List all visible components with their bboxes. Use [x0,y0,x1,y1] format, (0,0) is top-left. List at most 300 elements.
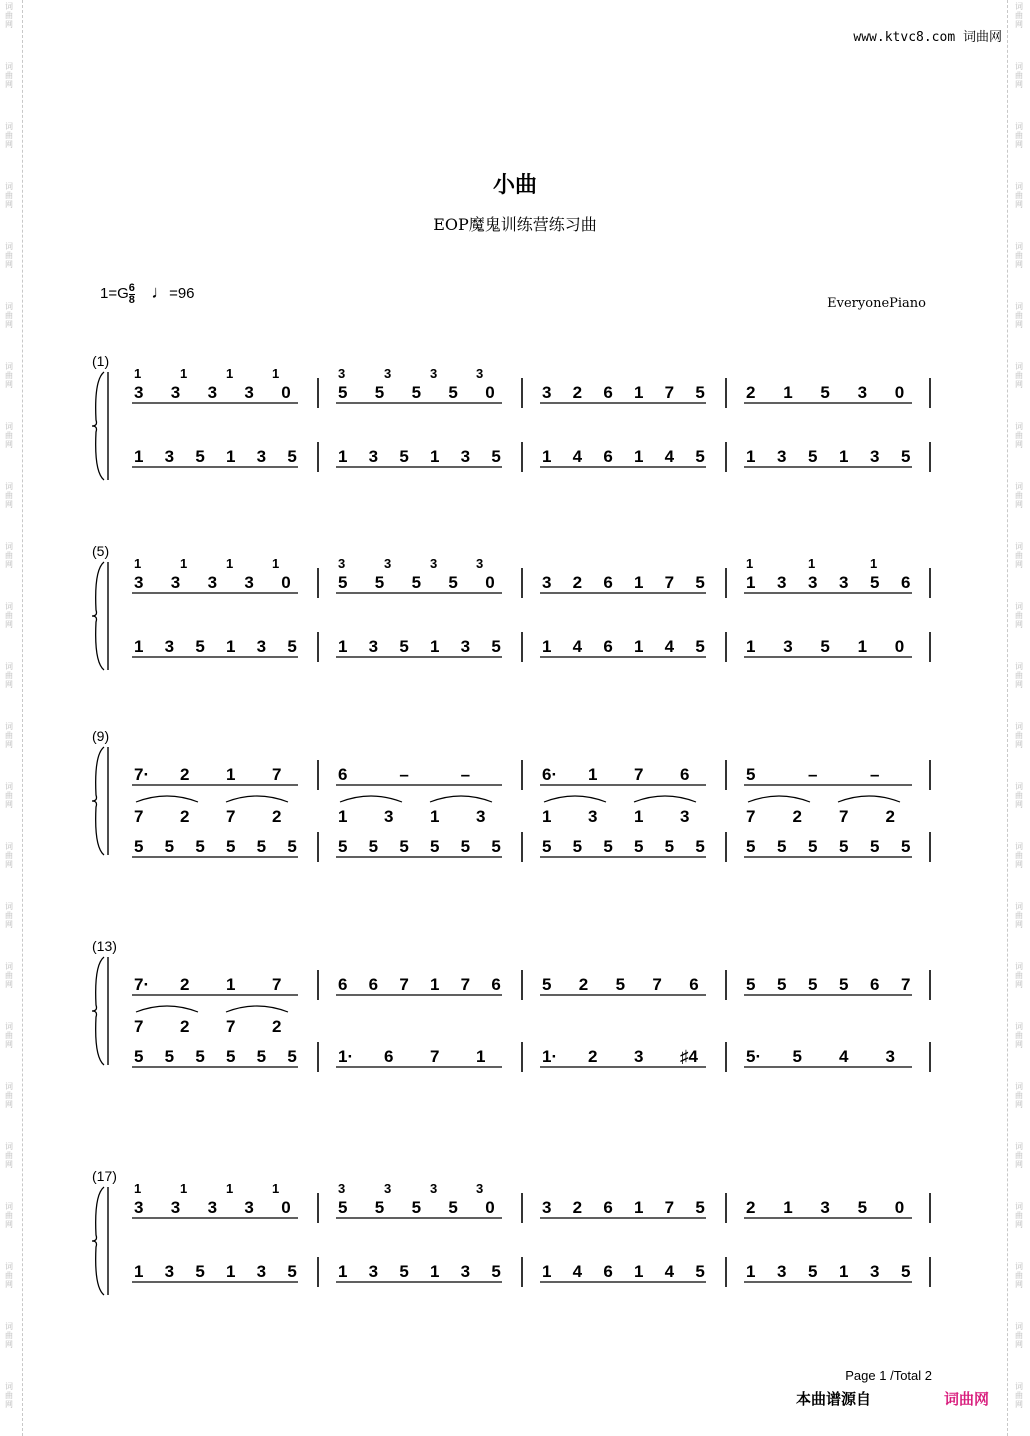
tie [838,796,900,802]
bass-note: 7 [430,1047,440,1066]
treble-note: 2 [180,975,190,994]
watermark-text: 词 曲 网 [1015,242,1023,269]
treble-note: 5 [695,383,705,402]
treble-note: 1 [226,975,236,994]
tie [226,796,288,802]
bass-note: 5 [695,1262,705,1281]
treble-note: 6 [603,1198,613,1217]
watermark-text: 词 曲 网 [5,662,13,689]
tie [136,796,198,802]
bass-note: 1 [839,1262,849,1281]
treble-note: 7 [664,383,675,402]
treble-upper-note: 1 [272,1181,280,1196]
measure-number: (9) [92,728,110,744]
quarter-note-icon: ♩ [151,282,170,302]
treble-note: 1 [634,383,644,402]
treble-note: 7 [634,765,644,784]
treble-upper-note: 1 [808,556,816,571]
bass-note: 3 [164,637,175,656]
bass-note: 5 [399,1262,409,1281]
treble-note: 1 [430,975,440,994]
treble-note: 2 [572,1198,583,1217]
treble-upper-note: 1 [134,1181,142,1196]
watermark-text: 词 曲 网 [5,242,13,269]
treble-note: 5 [820,383,830,402]
treble-note: 7 [399,975,409,994]
bass-note: 3 [885,1047,895,1066]
treble-note: 3 [207,383,218,402]
watermark-text: 词 曲 网 [5,602,13,629]
treble-note: – [399,765,409,784]
bass-note: 3 [164,447,175,466]
treble-upper-note: 3 [430,1181,438,1196]
watermark-text: 词 曲 网 [5,1022,13,1049]
bass-note: 6 [603,1262,613,1281]
bass-upper-note: 2 [272,1017,282,1036]
bass-note: 4 [664,447,675,466]
treble-note: 6 [603,383,613,402]
bass-note: 1· [338,1047,354,1066]
site-url[interactable]: www.ktvc8.com [853,30,956,45]
treble-note: 3 [777,573,787,592]
treble-note: 3 [839,573,849,592]
bass-note: 4 [664,637,675,656]
bass-note: 1 [430,447,440,466]
bass-note: 3 [368,1262,379,1281]
treble-note: 6 [603,573,613,592]
treble-upper-note: 3 [384,1181,392,1196]
watermark-text: 词 曲 网 [5,1382,13,1409]
watermark-text: 词 曲 网 [5,62,13,89]
bass-note: 1 [338,637,348,656]
treble-upper-note: 1 [180,1181,188,1196]
brace [92,747,104,855]
bass-note: 1 [746,637,756,656]
bass-note: 5 [870,837,880,856]
treble-note: 3 [207,1198,218,1217]
treble-note: 3 [542,573,552,592]
bass-upper-note: 3 [384,807,394,826]
bass-note: 0 [894,637,905,656]
tie [634,796,696,802]
treble-upper-note: 1 [746,556,754,571]
tie [136,1006,198,1012]
treble-note: 6 [491,975,501,994]
watermark-text: 词 曲 网 [1015,542,1023,569]
treble-note: 5 [746,765,756,784]
bass-note: 1 [226,447,236,466]
bass-note: 5 [695,447,705,466]
treble-note: 5 [374,383,385,402]
measure-number: (17) [92,1168,117,1184]
watermark-text: 词 曲 网 [5,962,13,989]
watermark-text: 词 曲 网 [1015,842,1023,869]
treble-note: 7 [901,975,911,994]
bass-upper-note: 1 [430,807,440,826]
bass-upper-note: 3 [680,807,690,826]
treble-note: 3 [820,1198,830,1217]
watermark-text: 词 曲 网 [1015,1262,1023,1289]
treble-upper-note: 1 [134,556,142,571]
bass-note: 5 [491,637,501,656]
treble-upper-note: 3 [476,556,484,571]
tie [430,796,492,802]
treble-note: 1 [226,765,236,784]
treble-note: 6 [870,975,880,994]
bass-note: 3 [870,1262,880,1281]
treble-note: 5 [695,573,705,592]
treble-note: 5 [411,383,422,402]
treble-note: 6· [542,765,558,784]
watermark-text: 词 曲 网 [5,842,13,869]
bass-note: 5 [542,837,552,856]
treble-note: 7 [272,765,282,784]
brace [92,957,104,1065]
bass-note: 1· [542,1047,558,1066]
bass-note: 3 [368,447,379,466]
watermark-text: 词 曲 网 [1015,362,1023,389]
treble-upper-note: 1 [226,556,234,571]
bass-upper-note: 7 [226,807,236,826]
treble-note: 2 [180,765,190,784]
bass-upper-note: 7 [134,1017,144,1036]
bass-note: 2 [588,1047,598,1066]
treble-note: 6 [901,573,911,592]
treble-note: 3 [170,383,181,402]
bass-note: 5 [164,837,175,856]
bass-note: 5 [572,837,583,856]
bass-note: 5 [839,837,849,856]
treble-note: 5 [870,573,880,592]
bass-note: 5 [195,637,205,656]
treble-note: 0 [894,383,905,402]
watermark-text: 词 曲 网 [1015,962,1023,989]
bass-note: 5 [777,837,787,856]
watermark-text: 词 曲 网 [1015,2,1023,29]
bass-note: 5 [901,447,911,466]
bass-note: 1 [634,637,644,656]
treble-note: 5 [695,1198,705,1217]
bass-note: 5 [664,837,675,856]
measure-number: (1) [92,353,110,369]
bass-note: 1 [542,637,552,656]
treble-upper-note: 3 [476,1181,484,1196]
bass-note: 4 [572,447,583,466]
bass-upper-note: 2 [180,1017,190,1036]
treble-note: 2 [746,383,756,402]
page-indicator: Page 1 /Total 2 [845,1368,932,1383]
treble-note: 0 [485,1198,495,1217]
treble-note: 5 [338,573,348,592]
bass-upper-note: 1 [338,807,348,826]
treble-note: 6 [680,765,690,784]
treble-note: 1 [746,573,756,592]
bass-note: 5 [256,837,267,856]
bass-note: 3 [460,637,471,656]
bass-note: 5 [460,837,471,856]
treble-note: 0 [485,573,495,592]
bass-note: 1 [338,1262,348,1281]
bass-note: 5 [195,1262,205,1281]
watermark-text: 词 曲 网 [1015,722,1023,749]
treble-note: 3 [857,383,868,402]
time-bottom: 8 [128,293,135,306]
bass-upper-note: 3 [476,807,486,826]
treble-note: 2 [572,573,583,592]
bass-upper-note: 2 [272,807,282,826]
treble-note: 5 [411,573,422,592]
bass-note: 5 [491,447,501,466]
treble-note: 0 [281,1198,291,1217]
treble-note: 6 [689,975,699,994]
score-subtitle: EOP魔鬼训练营练习曲 [433,215,597,234]
watermark-text: 词 曲 网 [5,302,13,329]
score-title: 小曲 [492,172,537,198]
treble-note: 7· [134,765,150,784]
treble-note: 5 [374,573,385,592]
bass-note: 5 [603,837,613,856]
bass-upper-note: 2 [792,807,802,826]
watermark-text: 词 曲 网 [5,722,13,749]
bass-note: 5 [164,1047,175,1066]
arranger: EveryonePiano [827,296,926,311]
treble-note: 3 [244,383,254,402]
bass-note: 1 [226,637,236,656]
bass-note: 4 [664,1262,675,1281]
site-name[interactable]: 词曲网 [962,30,1002,45]
treble-note: – [460,765,471,784]
bass-note: 1 [746,1262,756,1281]
measure-number: (13) [92,938,117,954]
bass-note: 3 [783,637,793,656]
bass-note: 1 [476,1047,486,1066]
bass-note: 1 [634,447,644,466]
bass-note: 5 [287,447,297,466]
watermark-text: 词 曲 网 [1015,122,1023,149]
bass-note: 5 [399,837,409,856]
bass-note: 3 [368,637,379,656]
bass-note: 5 [808,447,818,466]
treble-upper-note: 1 [134,366,142,381]
watermark-text: 词 曲 网 [5,542,13,569]
bass-note: 3 [634,1047,644,1066]
bass-note: 3 [164,1262,175,1281]
bass-note: 3 [777,1262,787,1281]
bass-note: 5 [399,447,409,466]
bass-note: 1 [857,637,868,656]
bass-upper-note: 7 [134,807,144,826]
bass-note: 5 [820,637,830,656]
treble-note: 5 [411,1198,422,1217]
bass-note: 3 [256,447,267,466]
bass-note: 5 [491,1262,501,1281]
bass-note: 1 [542,1262,552,1281]
treble-upper-note: 1 [870,556,878,571]
bass-note: 1 [430,1262,440,1281]
treble-upper-note: 1 [180,366,188,381]
bass-note: 3 [777,447,787,466]
treble-note: 7 [652,975,662,994]
brand-link[interactable]: 词曲网 [944,1391,990,1408]
watermark-text: 词 曲 网 [1015,302,1023,329]
bass-note: 5 [226,1047,236,1066]
watermark-text: 词 曲 网 [1015,1142,1023,1169]
bass-note: 1 [134,637,144,656]
time-top: 6 [128,281,135,294]
bass-note: 5· [746,1047,762,1066]
bass-note: 4 [572,637,583,656]
bass-note: 6 [384,1047,394,1066]
bass-note: 1 [338,447,348,466]
measure-number: (5) [92,543,110,559]
treble-upper-note: 1 [272,556,280,571]
bass-note: 6 [603,637,613,656]
treble-note: 5 [808,975,818,994]
treble-upper-note: 3 [384,556,392,571]
treble-upper-note: 3 [338,556,346,571]
watermark-text: 词 曲 网 [1015,1382,1023,1409]
tie [544,796,606,802]
treble-note: 6 [368,975,379,994]
bass-note: 5 [287,837,297,856]
watermark-text: 词 曲 网 [1015,482,1023,509]
watermark-text: 词 曲 网 [1015,902,1023,929]
key-prefix: 1=G [100,285,129,302]
bass-upper-note: 7 [746,807,756,826]
watermark-text: 词 曲 网 [5,1262,13,1289]
bass-note: 5 [808,837,818,856]
watermark-text: 词 曲 网 [5,422,13,449]
bass-note: 5 [256,1047,267,1066]
tempo: =96 [169,285,195,302]
brace [92,372,104,480]
watermark-text: 词 曲 网 [1015,1022,1023,1049]
bass-note: 5 [746,837,756,856]
bass-note: 4 [839,1047,849,1066]
bass-note: 1 [430,637,440,656]
bass-note: 1 [634,1262,644,1281]
treble-note: 7 [664,573,675,592]
watermark-text: 词 曲 网 [1015,782,1023,809]
watermark-text: 词 曲 网 [5,902,13,929]
bass-upper-note: 1 [542,807,552,826]
bass-note: 5 [226,837,236,856]
treble-upper-note: 3 [430,556,438,571]
source-label: 本曲谱源自 [796,1391,872,1408]
watermark-text: 词 曲 网 [5,182,13,209]
watermark-text: 词 曲 网 [5,362,13,389]
bass-note: 5 [695,837,705,856]
watermark-text: 词 曲 网 [5,1082,13,1109]
bass-note: 5 [399,637,409,656]
treble-note: 2 [578,975,589,994]
bass-note: 5 [901,837,911,856]
bass-note: 3 [870,447,880,466]
bass-note: 5 [287,637,297,656]
treble-note: 1 [588,765,598,784]
treble-note: 6 [338,975,348,994]
treble-note: 7 [272,975,282,994]
bass-note: 5 [195,837,205,856]
bass-upper-note: 1 [634,807,644,826]
bass-note: 5 [808,1262,818,1281]
bass-note: 1 [746,447,756,466]
tie [340,796,402,802]
bass-note: 3 [256,1262,267,1281]
bass-note: 5 [287,1047,297,1066]
bass-note: 5 [195,1047,205,1066]
bass-note: 5 [634,837,644,856]
treble-note: 1 [783,1198,793,1217]
watermark-text: 词 曲 网 [5,122,13,149]
treble-note: 0 [281,383,291,402]
treble-note: 7· [134,975,150,994]
treble-note: 5 [448,1198,458,1217]
treble-upper-note: 1 [226,366,234,381]
treble-note: 3 [808,573,818,592]
treble-upper-note: 3 [338,366,346,381]
tie [226,1006,288,1012]
treble-note: 2 [572,383,583,402]
bass-note: 5 [901,1262,911,1281]
watermark-text: 词 曲 网 [5,1142,13,1169]
bass-upper-note: 3 [588,807,598,826]
bass-note: 5 [287,1262,297,1281]
treble-note: 3 [170,1198,181,1217]
treble-note: 5 [857,1198,868,1217]
treble-note: 5 [777,975,787,994]
bass-note: 5 [491,837,501,856]
treble-note: – [808,765,818,784]
watermark-text: 词 曲 网 [1015,182,1023,209]
bass-note: 5 [134,837,144,856]
watermark-text: 词 曲 网 [5,2,13,29]
brace [92,562,104,670]
bass-note: 5 [338,837,348,856]
treble-note: 1 [783,383,793,402]
treble-upper-note: 1 [272,366,280,381]
bass-note: ♯4 [680,1047,698,1066]
bass-note: 3 [460,447,471,466]
treble-note: 5 [338,383,348,402]
treble-note: 5 [374,1198,385,1217]
bass-note: 3 [460,1262,471,1281]
watermark-text: 词 曲 网 [1015,62,1023,89]
watermark-text: 词 曲 网 [5,782,13,809]
bass-note: 5 [134,1047,144,1066]
watermark-text: 词 曲 网 [1015,422,1023,449]
bass-upper-note: 2 [180,807,190,826]
tie [748,796,810,802]
treble-note: 5 [542,975,552,994]
bass-note: 1 [839,447,849,466]
watermark-text: 词 曲 网 [5,482,13,509]
watermark-text: 词 曲 网 [1015,602,1023,629]
treble-note: 3 [134,1198,144,1217]
treble-note: 2 [746,1198,756,1217]
treble-note: 7 [460,975,471,994]
treble-upper-note: 1 [226,1181,234,1196]
treble-upper-note: 3 [384,366,392,381]
treble-note: 5 [839,975,849,994]
bass-note: 4 [572,1262,583,1281]
bass-note: 6 [603,447,613,466]
watermark-text: 词 曲 网 [1015,1322,1023,1349]
watermark-text: 词 曲 网 [5,1202,13,1229]
treble-note: 5 [746,975,756,994]
bass-note: 5 [792,1047,802,1066]
treble-note: 0 [485,383,495,402]
